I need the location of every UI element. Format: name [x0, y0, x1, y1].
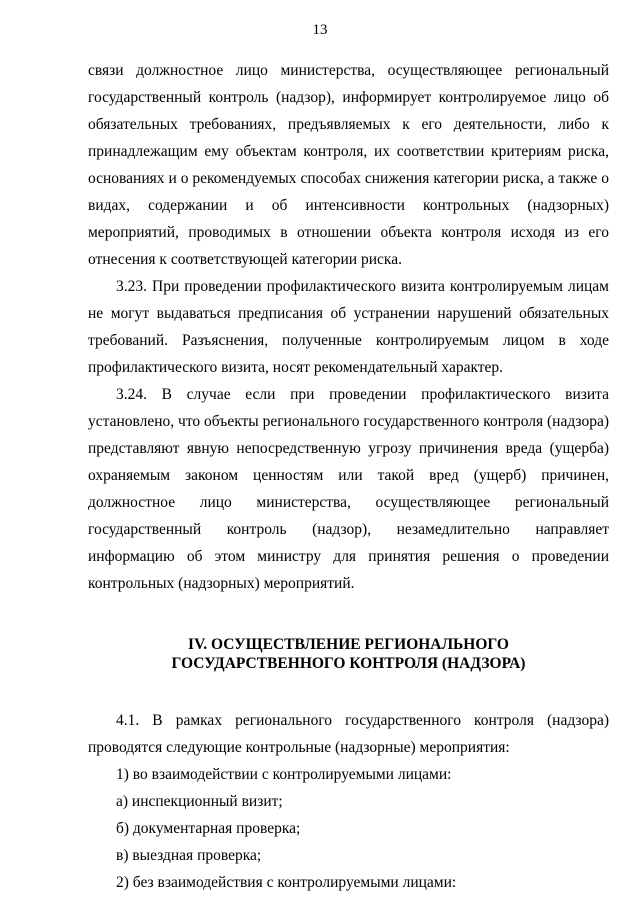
paragraph-continuation: связи должностное лицо министерства, осуществляющее региональный государственный контроль (надзор), информирует контролируемое лицо об обязательных требованиях, предъявляемых к его деятельности, либо к принадлежащим ему объектам контроля, их соответствии критериям риска, основаниях и о рекомендуемых способах снижения категории риска, а также о видах, содержании и об интенсивности контрольных (надзорных) мероприятий, проводимых в отношении объекта контроля исходя из его отнесения к соответствующей категории риска.	[88, 62, 609, 268]
section-heading-line-2: ГОСУДАРСТВЕННОГО КОНТРОЛЯ (НАДЗОРА)	[171, 655, 526, 672]
list-item: б) документарная проверка;	[116, 820, 301, 837]
list-item: в) выездная проверка;	[116, 847, 262, 864]
page-number: 13	[312, 22, 328, 38]
list-item: а) инспекционный визит;	[116, 793, 283, 810]
document-body	[88, 57, 609, 896]
list-item: 1) во взаимодействии с контролируемыми лицами:	[116, 766, 452, 783]
paragraph-4-1: 4.1. В рамках регионального государственного контроля (надзора) проводятся следующие контрольные (надзорные) мероприятия:	[88, 712, 609, 756]
section-heading-line-1: IV. ОСУЩЕСТВЛЕНИЕ РЕГИОНАЛЬНОГО	[188, 636, 509, 653]
section-heading	[88, 635, 609, 673]
list-item: 2) без взаимодействия с контролируемыми лицами:	[116, 874, 457, 891]
paragraph-3-24: 3.24. В случае если при проведении профилактического визита установлено, что объекты регионального государственного контроля (надзора) представляют явную непосредственную угрозу причинения вреда (ущерба) охраняемым законом ценностям или такой вред (ущерб) причинен, должностное лицо министерства, осуществляющее региональный государственный контроль (надзор), незамедлительно направляет информацию об этом министру для принятия решения о проведении контрольных (надзорных) мероприятий.	[88, 386, 609, 592]
paragraph-3-23: 3.23. При проведении профилактического визита контролируемым лицам не могут выдаваться предписания об устранении нарушений обязательных требований. Разъяснения, полученные контролируемым лицом в ходе профилактического визита, носят рекомендательный характер.	[88, 278, 609, 376]
